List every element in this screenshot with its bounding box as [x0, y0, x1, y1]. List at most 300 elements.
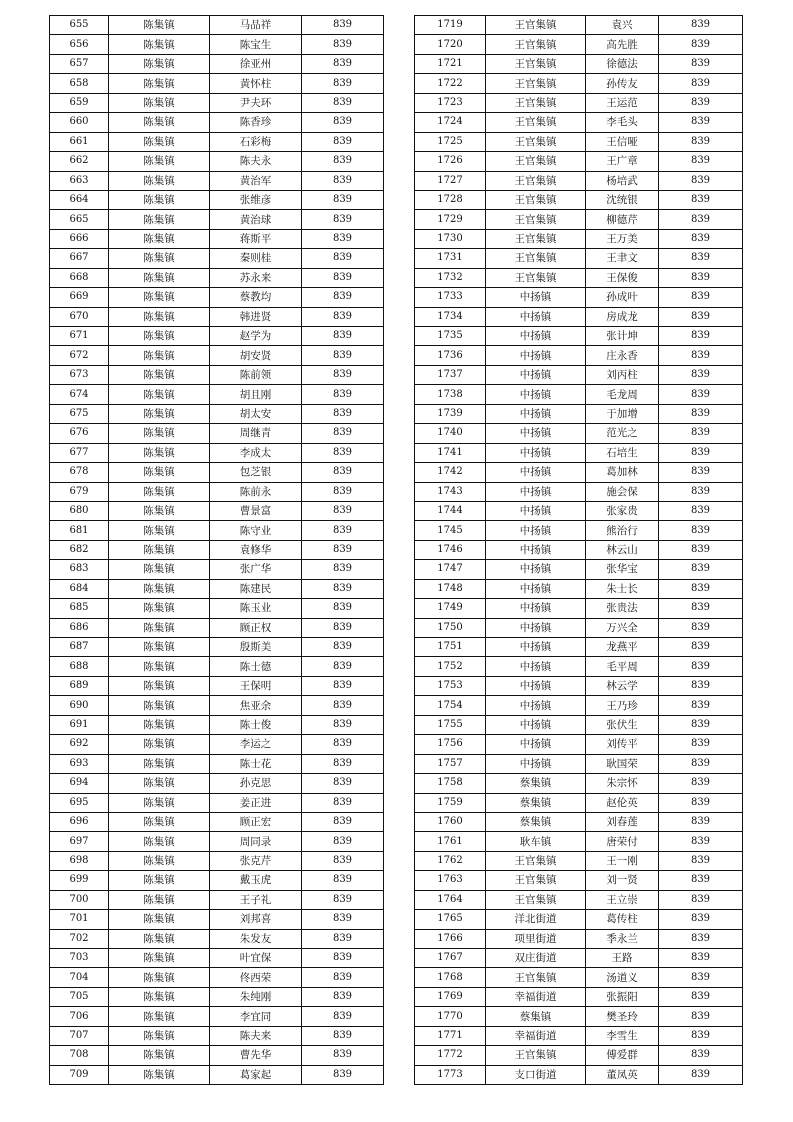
- row-number-cell: 1747: [415, 560, 486, 579]
- table-row: [50, 152, 384, 171]
- town-name-cell: 王官集镇: [486, 35, 586, 54]
- town-name-cell: 中扬镇: [486, 307, 586, 326]
- person-name-cell: 朱纯刚: [210, 987, 302, 1006]
- row-number-cell: 660: [50, 113, 109, 132]
- town-name-cell: 陈集镇: [109, 443, 210, 462]
- person-name-cell: 张伏生: [586, 715, 659, 734]
- town-name-cell: 中扬镇: [486, 715, 586, 734]
- amount-cell: 839: [659, 93, 743, 112]
- amount-cell: 839: [302, 327, 384, 346]
- town-name-cell: 王官集镇: [486, 113, 586, 132]
- person-name-cell: 张克芹: [210, 851, 302, 870]
- table-row: [415, 754, 743, 773]
- row-number-cell: 685: [50, 599, 109, 618]
- table-row: [415, 307, 743, 326]
- table-row: [50, 793, 384, 812]
- person-name-cell: 刘邦喜: [210, 910, 302, 929]
- town-name-cell: 陈集镇: [109, 249, 210, 268]
- table-row: [50, 404, 384, 423]
- row-number-cell: 659: [50, 93, 109, 112]
- person-name-cell: 陈前领: [210, 365, 302, 384]
- row-number-cell: 668: [50, 268, 109, 287]
- person-name-cell: 杨培武: [586, 171, 659, 190]
- amount-cell: 839: [659, 754, 743, 773]
- amount-cell: 839: [302, 501, 384, 520]
- person-name-cell: 蒋斯平: [210, 229, 302, 248]
- town-name-cell: 陈集镇: [109, 793, 210, 812]
- amount-cell: 839: [659, 793, 743, 812]
- row-number-cell: 657: [50, 54, 109, 73]
- town-name-cell: 中扬镇: [486, 754, 586, 773]
- row-number-cell: 662: [50, 152, 109, 171]
- amount-cell: 839: [302, 521, 384, 540]
- table-row: [415, 482, 743, 501]
- amount-cell: 839: [659, 657, 743, 676]
- table-row: [415, 152, 743, 171]
- town-name-cell: 耿车镇: [486, 832, 586, 851]
- row-number-cell: 1749: [415, 599, 486, 618]
- amount-cell: 839: [659, 443, 743, 462]
- amount-cell: 839: [659, 560, 743, 579]
- town-name-cell: 陈集镇: [109, 424, 210, 443]
- table-row: [415, 424, 743, 443]
- person-name-cell: 袁修华: [210, 540, 302, 559]
- table-row: [415, 190, 743, 209]
- row-number-cell: 1757: [415, 754, 486, 773]
- amount-cell: 839: [302, 171, 384, 190]
- amount-cell: 839: [659, 735, 743, 754]
- table-row: [415, 851, 743, 870]
- amount-cell: 839: [659, 288, 743, 307]
- person-name-cell: 顾正权: [210, 618, 302, 637]
- amount-cell: 839: [302, 871, 384, 890]
- row-number-cell: 1773: [415, 1065, 486, 1084]
- row-number-cell: 1740: [415, 424, 486, 443]
- row-number-cell: 1741: [415, 443, 486, 462]
- person-name-cell: 张家贵: [586, 501, 659, 520]
- table-row: [50, 1007, 384, 1026]
- amount-cell: 839: [302, 152, 384, 171]
- town-name-cell: 中扬镇: [486, 657, 586, 676]
- person-name-cell: 陈士德: [210, 657, 302, 676]
- town-name-cell: 中扬镇: [486, 385, 586, 404]
- table-row: [415, 113, 743, 132]
- person-name-cell: 黄治军: [210, 171, 302, 190]
- amount-cell: 839: [659, 1046, 743, 1065]
- table-row: [50, 93, 384, 112]
- person-name-cell: 殷斯美: [210, 638, 302, 657]
- town-name-cell: 陈集镇: [109, 113, 210, 132]
- left-table: [49, 15, 384, 1085]
- table-row: [415, 638, 743, 657]
- amount-cell: 839: [302, 443, 384, 462]
- table-row: [415, 579, 743, 598]
- table-row: [415, 1065, 743, 1084]
- person-name-cell: 曹景富: [210, 501, 302, 520]
- table-row: [415, 385, 743, 404]
- table-row: [415, 268, 743, 287]
- table-row: [50, 715, 384, 734]
- table-row: [415, 949, 743, 968]
- row-number-cell: 1755: [415, 715, 486, 734]
- row-number-cell: 1728: [415, 190, 486, 209]
- person-name-cell: 庄永香: [586, 346, 659, 365]
- person-name-cell: 张贵法: [586, 599, 659, 618]
- town-name-cell: 中扬镇: [486, 404, 586, 423]
- row-number-cell: 1746: [415, 540, 486, 559]
- row-number-cell: 1771: [415, 1026, 486, 1045]
- table-row: [50, 74, 384, 93]
- town-name-cell: 陈集镇: [109, 404, 210, 423]
- town-name-cell: 中扬镇: [486, 676, 586, 695]
- table-row: [415, 774, 743, 793]
- amount-cell: 839: [302, 832, 384, 851]
- person-name-cell: 季永兰: [586, 929, 659, 948]
- town-name-cell: 陈集镇: [109, 152, 210, 171]
- person-name-cell: 施会保: [586, 482, 659, 501]
- amount-cell: 839: [659, 1026, 743, 1045]
- amount-cell: 839: [302, 735, 384, 754]
- table-row: [50, 1026, 384, 1045]
- town-name-cell: 陈集镇: [109, 1026, 210, 1045]
- row-number-cell: 675: [50, 404, 109, 423]
- person-name-cell: 陈宝生: [210, 35, 302, 54]
- person-name-cell: 胡太安: [210, 404, 302, 423]
- person-name-cell: 尹夫环: [210, 93, 302, 112]
- person-name-cell: 樊圣玲: [586, 1007, 659, 1026]
- town-name-cell: 中扬镇: [486, 638, 586, 657]
- amount-cell: 839: [659, 618, 743, 637]
- row-number-cell: 1765: [415, 910, 486, 929]
- table-row: [50, 929, 384, 948]
- table-row: [50, 190, 384, 209]
- amount-cell: 839: [659, 987, 743, 1006]
- amount-cell: 839: [302, 638, 384, 657]
- town-name-cell: 中扬镇: [486, 696, 586, 715]
- row-number-cell: 703: [50, 949, 109, 968]
- row-number-cell: 707: [50, 1026, 109, 1045]
- town-name-cell: 中扬镇: [486, 463, 586, 482]
- table-row: [415, 832, 743, 851]
- person-name-cell: 林云学: [586, 676, 659, 695]
- amount-cell: 839: [302, 949, 384, 968]
- row-number-cell: 1731: [415, 249, 486, 268]
- town-name-cell: 中扬镇: [486, 482, 586, 501]
- person-name-cell: 顾正宏: [210, 812, 302, 831]
- table-row: [50, 754, 384, 773]
- row-number-cell: 693: [50, 754, 109, 773]
- person-name-cell: 陈前永: [210, 482, 302, 501]
- town-name-cell: 陈集镇: [109, 521, 210, 540]
- person-name-cell: 徐亚州: [210, 54, 302, 73]
- amount-cell: 839: [302, 1046, 384, 1065]
- amount-cell: 839: [302, 910, 384, 929]
- amount-cell: 839: [659, 132, 743, 151]
- row-number-cell: 702: [50, 929, 109, 948]
- person-name-cell: 王一刚: [586, 851, 659, 870]
- person-name-cell: 董凤英: [586, 1065, 659, 1084]
- person-name-cell: 王子礼: [210, 890, 302, 909]
- row-number-cell: 663: [50, 171, 109, 190]
- table-row: [50, 851, 384, 870]
- town-name-cell: 陈集镇: [109, 851, 210, 870]
- town-name-cell: 陈集镇: [109, 482, 210, 501]
- person-name-cell: 孙克思: [210, 774, 302, 793]
- town-name-cell: 洋北街道: [486, 910, 586, 929]
- row-number-cell: 656: [50, 35, 109, 54]
- person-name-cell: 陈玉业: [210, 599, 302, 618]
- town-name-cell: 王官集镇: [486, 229, 586, 248]
- row-number-cell: 692: [50, 735, 109, 754]
- amount-cell: 839: [302, 540, 384, 559]
- amount-cell: 839: [659, 832, 743, 851]
- row-number-cell: 1761: [415, 832, 486, 851]
- row-number-cell: 1738: [415, 385, 486, 404]
- person-name-cell: 蔡教均: [210, 288, 302, 307]
- amount-cell: 839: [302, 385, 384, 404]
- person-name-cell: 孙传友: [586, 74, 659, 93]
- amount-cell: 839: [659, 910, 743, 929]
- amount-cell: 839: [302, 404, 384, 423]
- town-name-cell: 中扬镇: [486, 327, 586, 346]
- amount-cell: 839: [659, 249, 743, 268]
- table-row: [50, 579, 384, 598]
- row-number-cell: 708: [50, 1046, 109, 1065]
- person-name-cell: 张广华: [210, 560, 302, 579]
- amount-cell: 839: [302, 74, 384, 93]
- row-number-cell: 677: [50, 443, 109, 462]
- table-row: [415, 715, 743, 734]
- row-number-cell: 684: [50, 579, 109, 598]
- amount-cell: 839: [659, 929, 743, 948]
- amount-cell: 839: [659, 1007, 743, 1026]
- amount-cell: 839: [302, 288, 384, 307]
- amount-cell: 839: [659, 16, 743, 35]
- table-row: [415, 968, 743, 987]
- person-name-cell: 黄治球: [210, 210, 302, 229]
- table-row: [50, 288, 384, 307]
- person-name-cell: 陈建民: [210, 579, 302, 598]
- person-name-cell: 王保俊: [586, 268, 659, 287]
- person-name-cell: 秦则桂: [210, 249, 302, 268]
- town-name-cell: 陈集镇: [109, 171, 210, 190]
- row-number-cell: 1759: [415, 793, 486, 812]
- town-name-cell: 王官集镇: [486, 268, 586, 287]
- table-row: [50, 812, 384, 831]
- person-name-cell: 龙燕平: [586, 638, 659, 657]
- town-name-cell: 陈集镇: [109, 910, 210, 929]
- person-name-cell: 赵伦英: [586, 793, 659, 812]
- row-number-cell: 664: [50, 190, 109, 209]
- town-name-cell: 中扬镇: [486, 579, 586, 598]
- amount-cell: 839: [659, 307, 743, 326]
- table-row: [415, 249, 743, 268]
- person-name-cell: 陈士花: [210, 754, 302, 773]
- table-row: [415, 1046, 743, 1065]
- town-name-cell: 幸福街道: [486, 1026, 586, 1045]
- amount-cell: 839: [302, 657, 384, 676]
- row-number-cell: 1758: [415, 774, 486, 793]
- town-name-cell: 陈集镇: [109, 968, 210, 987]
- town-name-cell: 王官集镇: [486, 74, 586, 93]
- amount-cell: 839: [302, 249, 384, 268]
- row-number-cell: 655: [50, 16, 109, 35]
- table-row: [50, 171, 384, 190]
- table-row: [50, 949, 384, 968]
- person-name-cell: 刘春莲: [586, 812, 659, 831]
- row-number-cell: 1739: [415, 404, 486, 423]
- table-row: [50, 463, 384, 482]
- table-row: [50, 132, 384, 151]
- table-row: [415, 929, 743, 948]
- row-number-cell: 706: [50, 1007, 109, 1026]
- table-row: [415, 346, 743, 365]
- table-row: [50, 501, 384, 520]
- person-name-cell: 刘一贤: [586, 871, 659, 890]
- row-number-cell: 1756: [415, 735, 486, 754]
- table-row: [415, 365, 743, 384]
- amount-cell: 839: [302, 696, 384, 715]
- town-name-cell: 陈集镇: [109, 1046, 210, 1065]
- person-name-cell: 熊治行: [586, 521, 659, 540]
- table-row: [50, 113, 384, 132]
- person-name-cell: 王运范: [586, 93, 659, 112]
- town-name-cell: 中扬镇: [486, 560, 586, 579]
- amount-cell: 839: [659, 501, 743, 520]
- table-row: [50, 890, 384, 909]
- person-name-cell: 王广章: [586, 152, 659, 171]
- town-name-cell: 陈集镇: [109, 774, 210, 793]
- table-row: [50, 1065, 384, 1084]
- town-name-cell: 中扬镇: [486, 540, 586, 559]
- person-name-cell: 陈香珍: [210, 113, 302, 132]
- row-number-cell: 1729: [415, 210, 486, 229]
- row-number-cell: 670: [50, 307, 109, 326]
- town-name-cell: 陈集镇: [109, 385, 210, 404]
- row-number-cell: 1727: [415, 171, 486, 190]
- amount-cell: 839: [302, 560, 384, 579]
- amount-cell: 839: [302, 35, 384, 54]
- amount-cell: 839: [659, 1065, 743, 1084]
- row-number-cell: 1720: [415, 35, 486, 54]
- table-row: [415, 229, 743, 248]
- row-number-cell: 1744: [415, 501, 486, 520]
- town-name-cell: 中扬镇: [486, 443, 586, 462]
- town-name-cell: 中扬镇: [486, 618, 586, 637]
- person-name-cell: 傅爱群: [586, 1046, 659, 1065]
- person-name-cell: 汤道义: [586, 968, 659, 987]
- person-name-cell: 王立崇: [586, 890, 659, 909]
- table-row: [50, 35, 384, 54]
- town-name-cell: 王官集镇: [486, 871, 586, 890]
- amount-cell: 839: [659, 171, 743, 190]
- row-number-cell: 682: [50, 540, 109, 559]
- person-name-cell: 张维彦: [210, 190, 302, 209]
- person-name-cell: 张华宝: [586, 560, 659, 579]
- town-name-cell: 陈集镇: [109, 190, 210, 209]
- table-row: [50, 832, 384, 851]
- amount-cell: 839: [659, 327, 743, 346]
- amount-cell: 839: [302, 676, 384, 695]
- amount-cell: 839: [302, 463, 384, 482]
- table-row: [50, 268, 384, 287]
- person-name-cell: 李毛头: [586, 113, 659, 132]
- town-name-cell: 中扬镇: [486, 346, 586, 365]
- amount-cell: 839: [302, 987, 384, 1006]
- amount-cell: 839: [659, 463, 743, 482]
- table-row: [50, 910, 384, 929]
- row-number-cell: 705: [50, 987, 109, 1006]
- row-number-cell: 1725: [415, 132, 486, 151]
- table-row: [415, 890, 743, 909]
- row-number-cell: 1762: [415, 851, 486, 870]
- amount-cell: 839: [659, 404, 743, 423]
- amount-cell: 839: [659, 190, 743, 209]
- row-number-cell: 688: [50, 657, 109, 676]
- amount-cell: 839: [302, 365, 384, 384]
- amount-cell: 839: [302, 16, 384, 35]
- amount-cell: 839: [659, 268, 743, 287]
- town-name-cell: 陈集镇: [109, 210, 210, 229]
- amount-cell: 839: [659, 482, 743, 501]
- table-row: [50, 599, 384, 618]
- town-name-cell: 中扬镇: [486, 501, 586, 520]
- row-number-cell: 704: [50, 968, 109, 987]
- town-name-cell: 王官集镇: [486, 152, 586, 171]
- amount-cell: 839: [302, 968, 384, 987]
- person-name-cell: 刘传平: [586, 735, 659, 754]
- town-name-cell: 王官集镇: [486, 171, 586, 190]
- town-name-cell: 王官集镇: [486, 249, 586, 268]
- row-number-cell: 669: [50, 288, 109, 307]
- amount-cell: 839: [302, 210, 384, 229]
- amount-cell: 839: [659, 113, 743, 132]
- amount-cell: 839: [659, 579, 743, 598]
- table-row: [415, 793, 743, 812]
- person-name-cell: 刘丙柱: [586, 365, 659, 384]
- person-name-cell: 林云山: [586, 540, 659, 559]
- town-name-cell: 陈集镇: [109, 987, 210, 1006]
- town-name-cell: 王官集镇: [486, 210, 586, 229]
- town-name-cell: 陈集镇: [109, 832, 210, 851]
- person-name-cell: 柳德芹: [586, 210, 659, 229]
- person-name-cell: 范光之: [586, 424, 659, 443]
- town-name-cell: 陈集镇: [109, 16, 210, 35]
- town-name-cell: 蔡集镇: [486, 774, 586, 793]
- person-name-cell: 苏永来: [210, 268, 302, 287]
- table-row: [415, 696, 743, 715]
- amount-cell: 839: [659, 676, 743, 695]
- table-row: [415, 463, 743, 482]
- person-name-cell: 胡安贤: [210, 346, 302, 365]
- table-row: [415, 540, 743, 559]
- town-name-cell: 陈集镇: [109, 579, 210, 598]
- town-name-cell: 双庄街道: [486, 949, 586, 968]
- amount-cell: 839: [659, 365, 743, 384]
- town-name-cell: 陈集镇: [109, 890, 210, 909]
- table-row: [50, 443, 384, 462]
- town-name-cell: 陈集镇: [109, 1007, 210, 1026]
- amount-cell: 839: [302, 890, 384, 909]
- table-row: [50, 482, 384, 501]
- table-row: [415, 521, 743, 540]
- person-name-cell: 耿国荣: [586, 754, 659, 773]
- person-name-cell: 李宜同: [210, 1007, 302, 1026]
- row-number-cell: 1770: [415, 1007, 486, 1026]
- amount-cell: 839: [302, 346, 384, 365]
- town-name-cell: 陈集镇: [109, 638, 210, 657]
- table-row: [50, 249, 384, 268]
